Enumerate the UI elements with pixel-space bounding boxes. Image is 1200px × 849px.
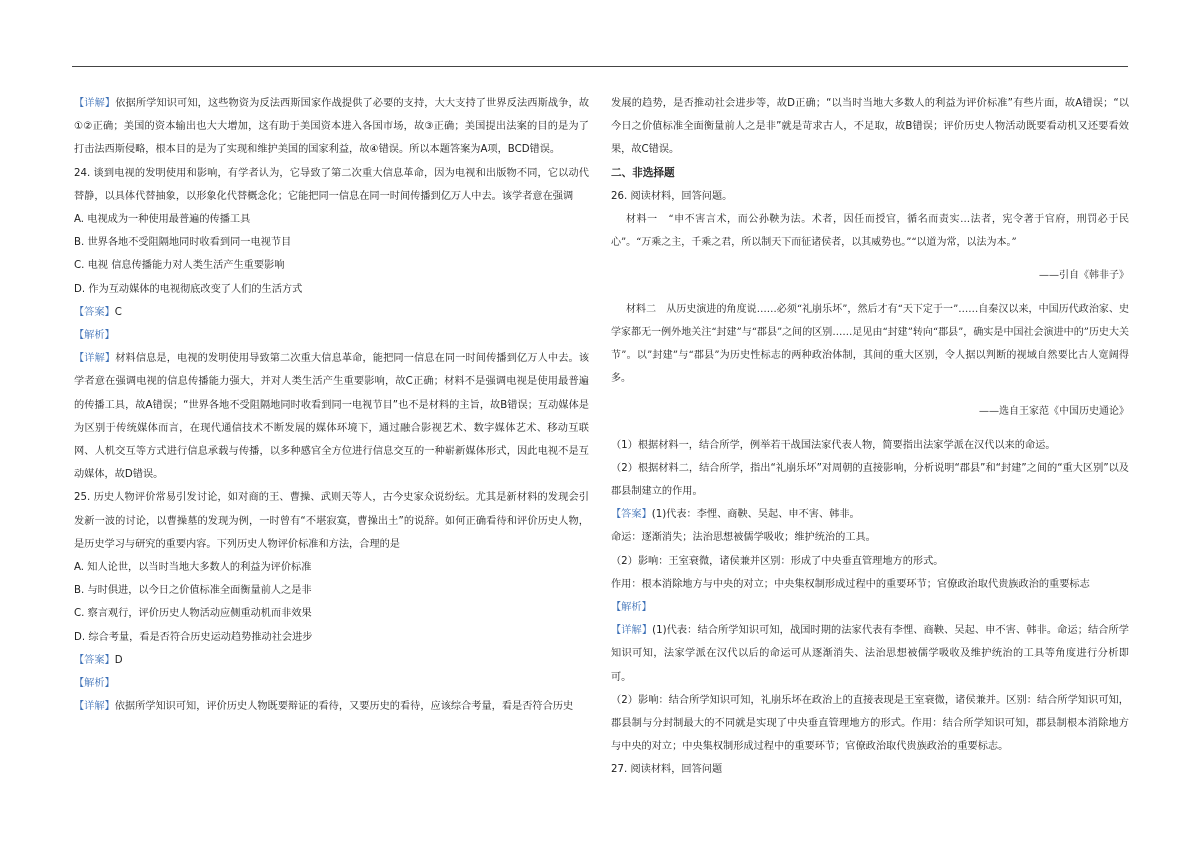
q23-detail: 【详解】依据所学知识可知，这些物资为反法西斯国家作战提供了必要的支持，大大支持了世界反法西斯战争，故①②正确；美国的资本输出也大大增加，这有助于美国资本进入各国市场，故③正确；美国提出法案的目的是为了打击法西斯侵略，根本目的是为了实现和维护美国的国家利益，故④错误。所以本题答案为A项，BCD错误。: [74, 98, 590, 156]
q24-answer: 【答案】C: [74, 306, 122, 318]
q26-ask-2: （2）根据材料二，结合所学，指出“礼崩乐坏”对周朝的直接影响，分析说明“郡县”和“封建”之间的“重大区别”以及郡县制建立的作用。: [611, 462, 1129, 498]
left-column: [74, 92, 589, 718]
q24-analysis-tag: 【解析】: [74, 330, 115, 342]
q25-analysis-tag: 【解析】: [74, 678, 115, 690]
detail-tag: 【详解】: [74, 98, 116, 109]
material-two: 材料二 从历史演进的角度说……必须“礼崩乐坏”，然后才有“天下定于一”……自秦汉以来，中国历代政治家、史学家都无一例外地关注“封建”与“郡县”之间的区别……足见由“封建”转向“郡县”，确实是中国社会演进中的”历史大关节”。以”封建”与“郡县”为历史性标志的两种政治体制，其间的重大区别，令人据以判断的视域自然要比古人宽阔得多。: [611, 303, 1129, 385]
q25-option-b: B. 与时俱进，以今日之价值标准全面衡量前人之是非: [74, 585, 312, 597]
right-column: [611, 92, 1129, 782]
q26-answer-1: 【答案】(1)代表：李悝、商鞅、吴起、申不害、韩非。: [611, 509, 860, 521]
section-heading: 二、非选择题: [611, 166, 675, 179]
material-one-source: ——引自《韩非子》: [1039, 270, 1129, 282]
q25-question: 25. 历史人物评价常易引发讨论，如对商的王、曹操、武则天等人，古今史家众说纷纭。尤其是新材料的发现会引发新一波的讨论，以曹操墓的发现为例，一时曾有“不堪寂寞，曹操出土”的说辞。如何正确看待和评价历史人物，是历史学习与研究的重要内容。下列历史人物评价标准和方法，合理的是: [74, 492, 589, 550]
material-one: 材料一 “申不害言术，而公孙鞅为法。术者，因任而授官，循名而责实…法者，宪令著于官府，刑罚必于民心”。“万乘之主，千乘之君，所以制天下而征诸侯者，以其威势也。”“以道为常，以法为本。”: [611, 214, 1129, 249]
q24-detail: 【详解】材料信息是，电视的发明使用导致第二次重大信息革命，能把同一信息在同一时间传播到亿万人中去。该学者意在强调电视的信息传播能力强大，并对人类生活产生重要影响，故C正确；材料不是强调电视是使用最普遍的传播工具，故A错误；“世界各地不受阻隔地同时收看到同一电视节目”也不是材料的主旨，故B错误；互动媒体是为区别于传统媒体而言，在现代通信技术不断发展的媒体环境下，通过融合影视艺术、数字媒体艺术、移动互联网、人机交互等方式进行信息承载与传播，以多种感官全方位进行信息交互的一种崭新媒体形式，因此电视不是互动媒体，故D错误。: [74, 353, 590, 481]
q24-option-d: D. 作为互动媒体的电视彻底改变了人们的生活方式: [74, 283, 303, 295]
q25-option-c: C. 察言观行，评价历史人物活动应侧重动机而非效果: [74, 608, 312, 620]
q26-question: 26. 阅读材料，回答问题。: [611, 190, 733, 202]
q25-answer: 【答案】D: [74, 654, 123, 666]
q25-option-d: D. 综合考量，看是否符合历史运动趋势推动社会进步: [74, 631, 313, 643]
q24-option-a: A. 电视成为一种使用最普遍的传播工具: [74, 214, 251, 226]
q26-detail-1: 【详解】(1)代表：结合所学知识可知，战国时期的法家代表有李悝、商鞅、吴起、申不害、韩非。命运；结合所学知识可知，法家学派在汉代以后的命运可从逐渐消失、法治思想被儒学吸收及维护统治的工具等角度进行分析即可。: [611, 625, 1129, 683]
q26-answer-2: （2）影响：王室衰微，诸侯兼并区别：形成了中央垂直管理地方的形式。: [611, 555, 944, 567]
q26-answer-2b: 作用：根本消除地方与中央的对立；中央集权制形成过程中的重要环节；官僚政治取代贵族政治的重要标志: [611, 578, 1090, 590]
q25-detail: 【详解】依据所学知识可知，评价历史人物既要辩证的看待，又要历史的看待，应该综合考量，看是否符合历史: [74, 701, 574, 713]
q26-analysis-tag: 【解析】: [611, 602, 652, 614]
header-rule: [72, 66, 1128, 67]
q24-option-c: C. 电视 信息传播能力对人类生活产生重要影响: [74, 260, 285, 272]
q26-answer-1b: 命运：逐渐消失；法治思想被儒学吸收；维护统治的工具。: [611, 532, 876, 544]
q26-detail-2: （2）影响：结合所学知识可知，礼崩乐坏在政治上的直接表现是王室衰微，诸侯兼并。区别：结合所学知识可知，郡县制与分封制最大的不同就是实现了中央垂直管理地方的形式。作用：结合所学知识可知，郡县制根本消除地方与中央的对立；中央集权制形成过程中的重要环节；官僚政治取代贵族政治的重要标志。: [611, 694, 1129, 753]
q25-detail-cont: 发展的趋势，是否推动社会进步等，故D正确；“以当时当地大多数人的利益为评价标准”有些片面，故A错误；“以今日之价值标准全面衡量前人之是非”就是苛求古人，不足取，故B错误；评价历史人物活动既要看动机又还要看效果，故C错误。: [611, 98, 1129, 156]
q24-question: 24. 谈到电视的发明使用和影响，有学者认为，它导致了第二次重大信息革命，因为电视和出版物不同，它以动代替静，以具体代替抽象，以形象化代替概念化；它能把同一信息在同一时间传播到亿万人中去。该学者意在强调: [74, 167, 589, 202]
q26-ask-1: （1）根据材料一，结合所学，例举若干战国法家代表人物，简要指出法家学派在汉代以来的命运。: [611, 439, 1056, 451]
q24-option-b: B. 世界各地不受阻隔地同时收看到同一电视节目: [74, 237, 292, 249]
q27-question: 27. 阅读材料，回答问题: [611, 764, 723, 776]
q25-option-a: A. 知人论世，以当时当地大多数人的利益为评价标准: [74, 562, 312, 574]
material-two-source: ——选自王家范《中国历史通论》: [979, 406, 1129, 418]
